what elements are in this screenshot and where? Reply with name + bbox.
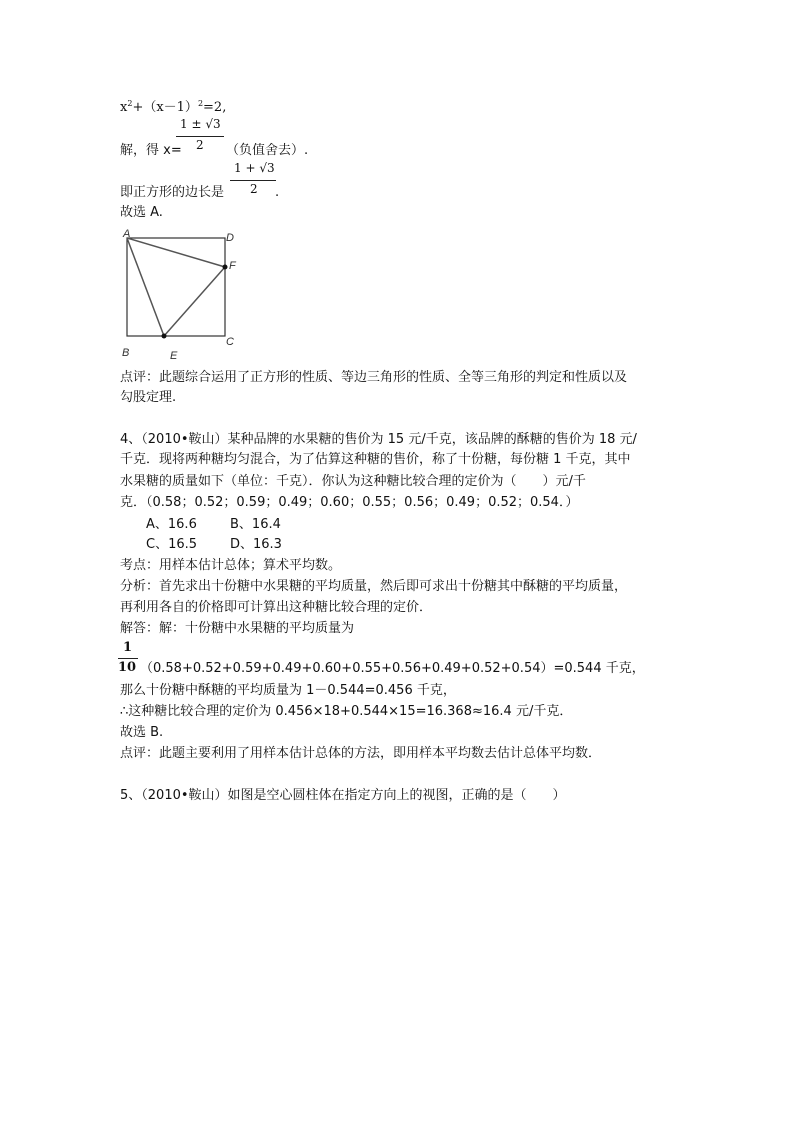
- label-d: D: [226, 232, 234, 244]
- q4-line-4: 克．（0.58；0.52；0.59；0.49；0.60；0.55；0.56；0.49；0.52；0.54．）: [120, 495, 579, 510]
- kaodian: 考点：用样本估计总体；算术平均数。: [120, 558, 342, 573]
- fraction-numerator: 1 + √3: [234, 161, 275, 175]
- q4-line-1: 4、（2010•鞍山）某种品牌的水果糖的售价为 15 元/千克，该品牌的酥糖的售价为 18 元/: [120, 432, 637, 447]
- label-f: F: [229, 260, 236, 272]
- point-e: [162, 334, 167, 339]
- option-d: D、16.3: [230, 537, 282, 552]
- segment-ae: [127, 238, 164, 336]
- q4-comment: 点评：此题主要利用了用样本估计总体的方法，即用样本平均数去估计总体平均数．: [120, 746, 602, 761]
- price-line: ∴这种糖比较合理的定价为 0.456×18+0.544×15=16.368≈16.4 元/千克．: [120, 704, 573, 719]
- jieda: 解答：解：十份糖中水果糖的平均质量为: [120, 621, 355, 636]
- fraction-bar: [176, 136, 224, 137]
- option-b: B、16.4: [230, 517, 281, 532]
- answer-a: 故选 A.: [120, 205, 163, 220]
- q5-line-1: 5、（2010•鞍山）如图是空心圆柱体在指定方向上的视图，正确的是（ ）: [120, 788, 566, 803]
- sum-expression: （0.58+0.52+0.59+0.49+0.60+0.55+0.56+0.49+0.52+0.54）=0.544 千克，: [140, 661, 645, 676]
- fraction-numerator: 1 ± √3: [180, 117, 221, 131]
- label-c: C: [226, 336, 234, 348]
- segment-af: [127, 238, 225, 267]
- equation-line: $x^2+(x-1)^2=2$,: [120, 99, 227, 115]
- label-a: A: [123, 228, 131, 240]
- option-a: A、16.6: [146, 517, 197, 532]
- option-c: C、16.5: [146, 537, 198, 552]
- fraction-numerator: 1: [123, 640, 133, 655]
- answer-b: 故选 B.: [120, 725, 164, 740]
- fraction-denominator: 2: [250, 182, 258, 196]
- fenxi-line-1: 分析：首先求出十份糖中水果糖的平均质量，然后即可求出十份糖其中酥糖的平均质量，: [120, 579, 628, 594]
- label-b: B: [122, 347, 130, 359]
- side-suffix: .: [275, 185, 280, 200]
- fraction-bar: [230, 180, 276, 181]
- comment-line-2: 勾股定理.: [120, 390, 177, 405]
- q4-line-2: 千克．现将两种糖均匀混合，为了估算这种糖的售价，称了十份糖，每份糖 1 千克，其中: [120, 452, 631, 467]
- solve-prefix: 解，得 x=: [120, 143, 182, 158]
- point-f: [223, 265, 228, 270]
- fenxi-line-2: 再利用各自的价格即可计算出这种糖比较合理的定价．: [120, 600, 433, 615]
- comment-line-1: 点评：此题综合运用了正方形的性质、等边三角形的性质、全等三角形的判定和性质以及: [120, 370, 628, 385]
- side-prefix: 即正方形的边长是: [120, 185, 225, 200]
- q4-line-3: 水果糖的质量如下（单位：千克）．你认为这种糖比较合理的定价为（ ）元/千: [120, 474, 586, 489]
- square-figure: [115, 225, 245, 365]
- label-e: E: [170, 350, 178, 362]
- fraction-bar: [118, 658, 138, 659]
- fraction-denominator: 2: [196, 138, 204, 152]
- avg-line: 那么十份糖中酥糖的平均质量为 1－0.544=0.456 千克，: [120, 683, 456, 698]
- solve-suffix: （负值舍去）.: [226, 143, 309, 158]
- fraction-denominator: 10: [118, 660, 137, 675]
- segment-ef: [164, 267, 225, 336]
